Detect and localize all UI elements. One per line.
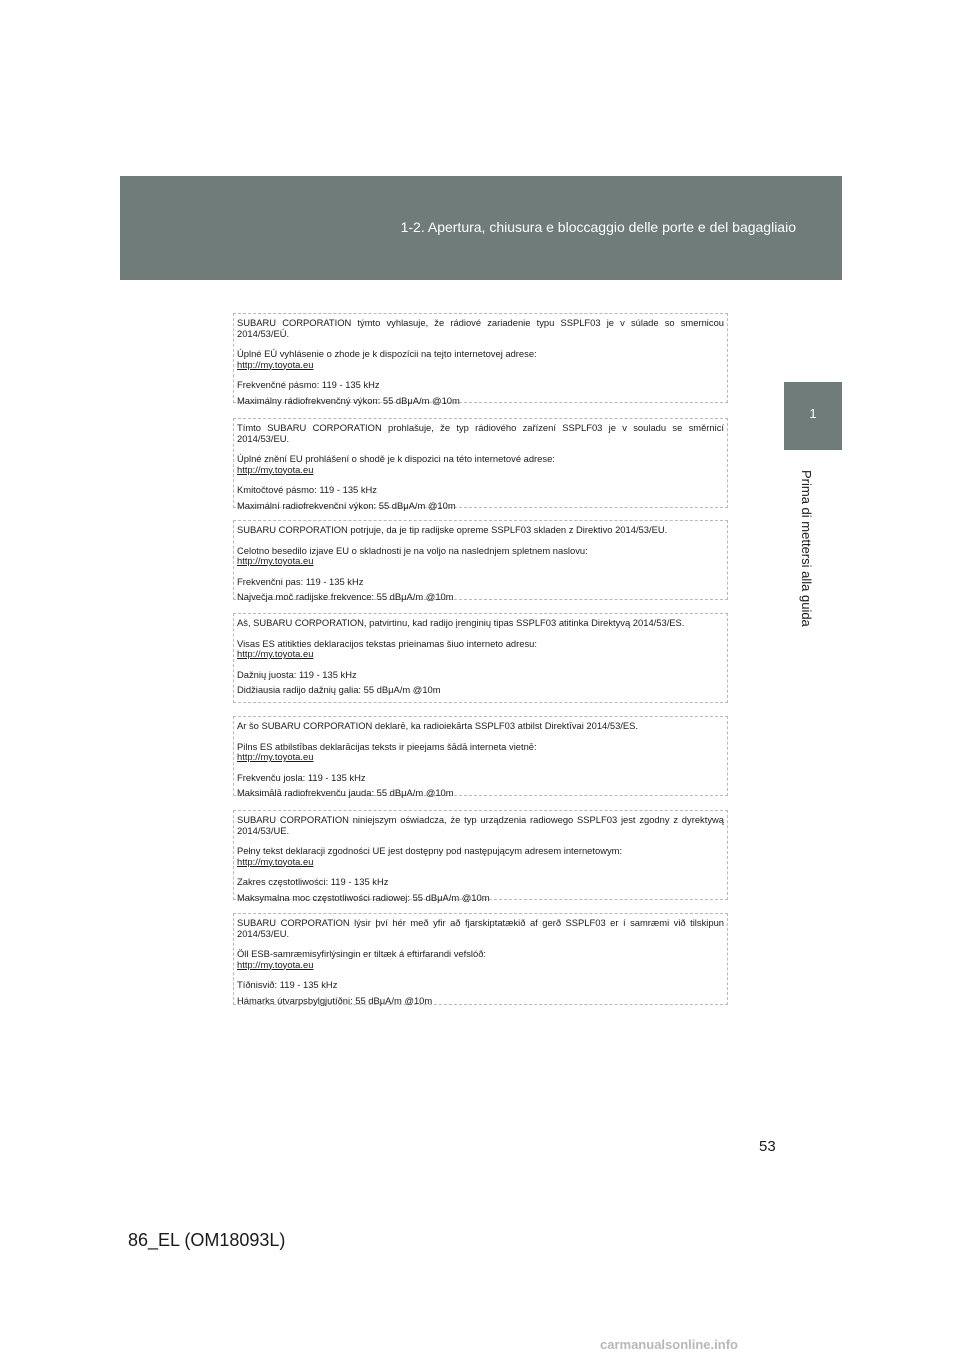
declaration-power: Maximálny rádiofrekvenčný výkon: 55 dBμA/m @10m <box>237 394 460 406</box>
declaration-full-text: Úplné znění EU prohlášení o shodě je k dispozici na této internetové adrese: <box>237 453 555 464</box>
declaration-url[interactable]: http://my.toyota.eu <box>237 358 314 370</box>
declaration-url[interactable]: http://my.toyota.eu <box>237 555 314 566</box>
declaration-band: Kmitočtové pásmo: 119 - 135 kHz <box>237 484 377 495</box>
declaration-intro: SUBARU CORPORATION niniejszym oświadcza, że typ urządzenia radiowego SSPLF03 jest zgodny z dyrektywą 2014/53/UE. <box>237 814 724 836</box>
declaration-band: Frekvenčné pásmo: 119 - 135 kHz <box>237 379 380 390</box>
declaration-slovak <box>233 313 728 406</box>
declaration-band: Tíðnisvið: 119 - 135 kHz <box>237 979 338 990</box>
declaration-slovenian <box>233 520 728 600</box>
declaration-url[interactable]: http://my.toyota.eu <box>237 751 314 762</box>
document-code: 86_EL (OM18093L) <box>128 1230 286 1250</box>
declaration-intro: SUBARU CORPORATION lýsir því hér með yfir að fjarskiptatækið af gerð SSPLF03 er í samræmi við tilskipun 2014/53/EU. <box>237 917 724 939</box>
declaration-icelandic <box>233 913 728 1005</box>
declaration-intro: SUBARU CORPORATION potrjuje, da je tip radijske opreme SSPLF03 skladen z Direktivo 2014/53/EU. <box>237 524 668 535</box>
declaration-full-text: Öll ESB-samræmisyfirlýsingin er tiltæk á eftirfarandi vefslóð: <box>237 948 487 959</box>
declaration-band: Frekvenču josla: 119 - 135 kHz <box>237 771 366 783</box>
declaration-polish <box>233 810 728 903</box>
chapter-number: 1 <box>809 406 817 421</box>
declaration-power: Maximální radiofrekvenční výkon: 55 dBμA/m @10m <box>237 499 456 511</box>
declaration-full-text: Visas ES atitikties deklaracijos tekstas prieinamas šiuo interneto adresu: <box>237 637 537 649</box>
chapter-label: Prima di mettersi alla guida <box>799 470 814 627</box>
declaration-power: Maksymalna moc częstotliwości radiowej: 55 dBμA/m @10m <box>237 891 490 903</box>
declaration-intro: Aš, SUBARU CORPORATION, patvirtinu, kad radijo įrenginių tipas SSPLF03 atitinka Direktyvą 2014/53/ES. <box>237 617 685 628</box>
declaration-band: Dažnių juosta: 119 - 135 kHz <box>237 668 357 680</box>
declaration-czech <box>233 418 728 511</box>
declaration-power: Maksimālā radiofrekvenču jauda: 55 dBμA/m @10m <box>237 787 454 798</box>
declaration-url[interactable]: http://my.toyota.eu <box>237 958 314 970</box>
declaration-power: Hámarks útvarpsbylgjutíðni: 55 dBμA/m @10m <box>237 994 433 1006</box>
declaration-lithuanian <box>233 613 728 703</box>
declaration-full-text: Úplné EÚ vyhlásenie o zhode je k dispozícii na tejto internetovej adrese: <box>237 348 537 359</box>
declaration-band: Zakres częstotliwości: 119 - 135 kHz <box>237 876 389 887</box>
declaration-full-text: Pilns ES atbilstības deklarācijas teksts ir pieejams šādā interneta vietnē: <box>237 740 537 752</box>
chapter-tab <box>784 382 842 450</box>
declaration-url[interactable]: http://my.toyota.eu <box>237 855 314 867</box>
page-number: 53 <box>759 1138 776 1155</box>
watermark: carmanualsonline.info <box>600 1337 738 1352</box>
section-title: 1-2. Apertura, chiusura e bloccaggio delle porte e del bagagliaio <box>400 219 796 235</box>
declaration-url[interactable]: http://my.toyota.eu <box>237 648 314 659</box>
declaration-power: Didžiausia radijo dažnių galia: 55 dBμA/m @10m <box>237 684 441 695</box>
declaration-full-text: Pełny tekst deklaracji zgodności UE jest dostępny pod następującym adresem internetowym: <box>237 845 623 856</box>
header-band <box>120 176 842 280</box>
declaration-full-text: Celotno besedilo izjave EU o skladnosti je na voljo na naslednjem spletnem naslovu: <box>237 544 588 556</box>
declaration-latvian <box>233 716 728 796</box>
declaration-power: Največja moč radijske frekvence: 55 dBμA/m @10m <box>237 591 454 602</box>
declaration-intro: Ar šo SUBARU CORPORATION deklarē, ka radioiekārta SSPLF03 atbilst Direktīvai 2014/53/ES. <box>237 720 639 731</box>
declaration-intro: Tímto SUBARU CORPORATION prohlašuje, že typ rádiového zařízení SSPLF03 je v souladu se směrnicí 2014/53/EU. <box>237 422 724 444</box>
declaration-band: Frekvenčni pas: 119 - 135 kHz <box>237 575 364 587</box>
declaration-intro: SUBARU CORPORATION týmto vyhlasuje, že rádiové zariadenie typu SSPLF03 je v súlade so smernicou 2014/53/EÚ. <box>237 317 724 339</box>
declaration-url[interactable]: http://my.toyota.eu <box>237 463 314 475</box>
